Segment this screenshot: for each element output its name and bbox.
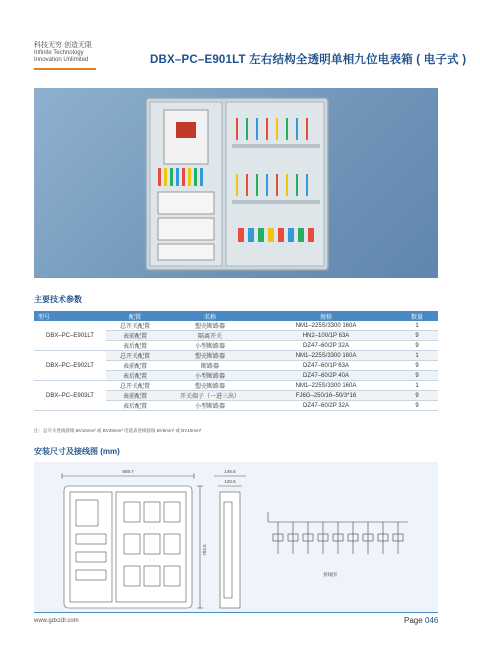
spec-cell: DZ47–60/2P 40A (256, 371, 396, 381)
spec-cell: HN2–100/1P 63A (256, 331, 396, 341)
column-header-spec: 规格 (256, 311, 396, 321)
table-row (34, 381, 438, 391)
qty-cell: 9 (396, 341, 438, 351)
name-cell: 塑壳断路器 (164, 351, 256, 361)
footer-website: www.gdxzdl.com (34, 618, 79, 624)
spec-cell: DZ47–60/2P 32A (256, 341, 396, 351)
name-cell: 隔离开关 (164, 331, 256, 341)
dim-width-label: 869.7 (122, 469, 134, 474)
specs-section-title: 主要技术参数 (34, 295, 82, 304)
config-cell: 总开关配置 (106, 381, 164, 391)
qty-cell: 9 (396, 391, 438, 401)
config-cell: 总开关配置 (106, 321, 164, 331)
page-label: Page (404, 616, 423, 625)
side-view (214, 476, 246, 608)
logo-accent-bar (34, 68, 96, 70)
front-view (62, 473, 203, 608)
config-cell: 表前配置 (106, 391, 164, 401)
spec-cell: NM1–225S/3300 160A (256, 381, 396, 391)
table-note: 注：总开关进线接线 BV16mm² 或 BV25mm² 电能表进线接线 BV6mm² 或 BV10mm² (34, 428, 202, 433)
qty-cell: 9 (396, 361, 438, 371)
name-cell: 开关端子（一进三出） (164, 391, 256, 401)
spec-cell: NM1–225S/3300 160A (256, 321, 396, 331)
dim-depth-label: 146.6 (224, 469, 236, 474)
main-breaker-handle (176, 122, 196, 138)
qty-cell: 1 (396, 381, 438, 391)
qty-cell: 1 (396, 321, 438, 331)
config-cell: 表前配置 (106, 361, 164, 371)
installation-drawing (34, 462, 438, 613)
config-cell: 总开关配置 (106, 351, 164, 361)
column-header-model: 型号 (34, 311, 106, 321)
model-cell: DBX–PC–E903LT (34, 381, 106, 411)
config-cell: 表前配置 (106, 331, 164, 341)
table-header-row (34, 311, 438, 321)
qty-cell: 9 (396, 401, 438, 411)
config-cell: 表后配置 (106, 401, 164, 411)
name-cell: 小型断路器 (164, 371, 256, 381)
breaker-row-3 (158, 244, 214, 260)
model-cell: DBX–PC–E901LT (34, 321, 106, 351)
qty-cell: 9 (396, 331, 438, 341)
table-row (34, 321, 438, 331)
wiring-label: 接线图 (323, 572, 337, 577)
breaker-row-2 (158, 218, 214, 240)
dimension-and-wiring-diagram (34, 462, 438, 612)
spec-cell: NM1–225S/3300 160A (256, 351, 396, 361)
company-slogan-en-line2: Innovation Unlimited (34, 57, 89, 63)
column-header-config: 配置 (106, 311, 164, 321)
spec-cell: FJ6G–250/16–50/3*16 (256, 391, 396, 401)
name-cell: 小型断路器 (164, 401, 256, 411)
shelf-1 (232, 144, 320, 148)
name-cell: 塑壳断路器 (164, 321, 256, 331)
table-row (34, 351, 438, 361)
config-cell: 表后配置 (106, 371, 164, 381)
name-cell: 塑壳断路器 (164, 381, 256, 391)
drawing-section-title: 安装尺寸及接线图 (mm) (34, 447, 120, 456)
name-cell: 小型断路器 (164, 341, 256, 351)
name-cell: 断路器 (164, 361, 256, 371)
product-photo (34, 88, 438, 278)
spec-cell: DZ47–60/2P 32A (256, 401, 396, 411)
qty-cell: 1 (396, 351, 438, 361)
model-cell: DBX–PC–E902LT (34, 351, 106, 381)
shelf-2 (232, 200, 320, 204)
page-number: 046 (425, 616, 439, 625)
company-slogan-en-line1: Infinite Technology (34, 50, 84, 56)
page-title: DBX–PC–E901LT 左右结构全透明单相九位电表箱 ( 电子式 ) (150, 54, 467, 66)
config-cell: 表后配置 (106, 341, 164, 351)
dim-height-label: 782.5 (202, 544, 207, 556)
column-header-qty: 数量 (396, 311, 438, 321)
wiring-diagram (268, 512, 408, 554)
meter-box-illustration (34, 88, 438, 278)
dim-depth-inner-label: 120.5 (224, 479, 236, 484)
qty-cell: 9 (396, 371, 438, 381)
specs-table (34, 311, 438, 411)
breaker-row-1 (158, 192, 214, 214)
column-header-name: 名称 (164, 311, 256, 321)
company-slogan-cn: 科技无穷 创造无限 (34, 42, 92, 49)
spec-cell: DZ47–60/1P 63A (256, 361, 396, 371)
